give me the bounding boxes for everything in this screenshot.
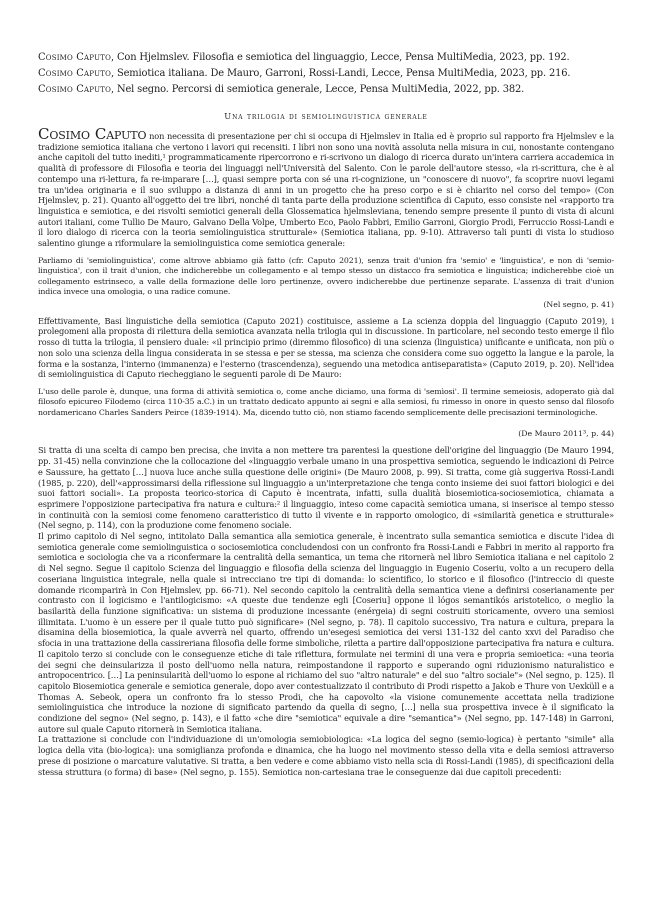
paragraph: Il primo capitolo di Nel segno, intitolato Dalla semantica alla semiotica generale, è incentrato sulla semantica semiotica e discute l'idea di semiotica generale come semiolinguistica o sociosemiotica concludendosi con un confronto fra Rossi-Landi e Fabbri in merito al rapporto fra semiotica e sociologia che va a riconfermare la centralità della semantica, un tema che ritornerà nel libro Semiotica italiana e nel capitolo 2 di Nel segno. Segue il capitolo Scienza del linguaggio e filosofia della scienza del linguaggio in Eugenio Coseriu, volto a un recupero della coseriana linguistica integrale, nella quale si intrecciano tre tipi di domanda: lo scientifico, lo storico e il filosofico (l'intreccio di queste domande ricomparirà in Con Hjelmslev, pp. 66-71). Nel secondo capitolo la centralità della semantica viene a definirsi coserianamente per contrasto con il logicismo e l'antilogicismo: «A queste due tendenze egli [Coseriu] oppone il lógos semantikós aristotelico, o meglio la basilarità della funzione significativa: un sistema di produzione incessante (enérgeia) di segni costruiti storicamente, ovvero una semiosi illimitata. L'uomo è un essere per il quale tutto può significare» (Nel segno, p. 78). Il capitolo successivo, Tra natura e cultura, prepara la disamina della biosemiotica, la quale avverrà nel quarto, offrendo un'esegesi semiotica dei versi 131-132 del canto xxvi del Paradiso che sfocia in una trattazione della cassireriana filosofia delle forme simboliche, riletta a partire dall'opposizione partecipativa fra natura e cultura. Il capitolo terzo si conclude con le conseguenze etiche di tale riflettura, formulate nei termini di una vera e propria semioetica: «una teoria dei segni che deinsularizza il posto dell'uomo nella natura, reimpostandone il rapporto e superando ogni riduzionismo naturalistico e antropocentrico. […] La peninsularità dell'uomo lo espone al richiamo del suo "altro naturale" e del suo "altro sociale"» (Nel segno, p. 125). Il capitolo Biosemiotica generale e semiotica generale, dopo aver contestualizzato il contributo di Prodi rispetto a Jakob e Thure von Uexküll e a Thomas A. Sebeok, opera un confronto fra lo stesso Prodi, che ha capovolto «la visione comunemente accettata nella tradizione semiolinguistica che introduce la nozione di significato partendo da quella di segno, […] nella sua prospettiva invece è il significato la condizione del segno» (Nel segno, p. 143), e il fatto «che dire "semiotica" equivale a dire "semantica"» (Nel segno, pp. 147-148) in Garroni, autore sul quale Caputo ritornerà in Semiotica italiana.	[38, 531, 614, 734]
reference-details: , Nel segno. Percorsi di semiotica generale, Lecce, Pensa MultiMedia, 2022, pp. 382.	[111, 84, 525, 95]
reference-details: , Con Hjelmslev. Filosofia e semiotica del linguaggio, Lecce, Pensa MultiMedia, 2023, pp. 192.	[111, 52, 570, 63]
reference-entry	[38, 82, 614, 98]
reference-author: Cosimo Caputo	[38, 52, 112, 63]
review-page	[38, 50, 614, 777]
paragraph-intro-text: non necessita di presentazione per chi si occupa di Hjelmslev in Italia ed è proprio sul rapporto fra Hjelmslev e la tradizione semiotica italiana che vertono i lavori qui recensiti. I libri non sono una novità assoluta nella misura in cui, nonostante contengano anche capitoli del tutto inediti,¹ programmaticamente ripercorrono e ri-scrivono un dialogo di ricerca durato un'intera carriera accademica in qualità di professore di Filosofia e teoria dei linguaggi nell'Università del Salento. Con le parole dell'autore stesso, «la ri-scrittura, che è al contempo una ri-lettura, fa re-imparare […], quasi sempre porta con sé una ri-cognizione, un "conoscere di nuovo", fa scoprire nuovi legami tra un'idea originaria e il suo sviluppo a distanza di anni in un progetto che ha preso corpo e si è chiarito nel corso del tempo» (Con Hjelmslev, p. 21). Quanto all'oggetto dei tre libri, nonché di tanta parte della produzione scientifica di Caputo, esso consiste nel «rapporto tra linguistica e semiotica, e dei risvolti semiotici generali della Glossematica hjelmsleviana, tenendo sempre presente il punto di vista di alcuni autori italiani, come Tullio De Mauro, Galvano Della Volpe, Umberto Eco, Paolo Fabbri, Emilio Garroni, Giorgio Prodi, Ferruccio Rossi-Landi e il loro dialogo di ricerca con la teoria semiolinguistica strutturale» (Semiotica italiana, pp. 9-10). Attraverso tali punti di vista lo studioso salentino giunge a riformulare la semiolinguistica come semiotica generale:	[38, 131, 614, 249]
paragraph-intro	[38, 125, 614, 249]
block-quote: L'uso delle parole è, dunque, una forma di attività semiotica o, come anche diciamo, una forma di 'semìosi'. Il termine semeiosis, adoperato già dal filosofo epicureo Filodemo (circa 110-35 a.C.) in un trattato dedicato appunto ai segni e alla semiosi, fu rimesso in onore in questo senso dal filosofo nordamericano Charles Sanders Peirce (1839-1914). Ma, dicendo tutto ciò, non stiamo facendo semplicemente delle precisazioni terminologiche.	[38, 386, 614, 417]
reference-author: Cosimo Caputo	[38, 68, 112, 79]
section-title: Una trilogia di semiolinguistica generale	[224, 111, 428, 121]
reference-entry	[38, 66, 614, 82]
block-quote: Parliamo di 'semiolinguistica', come altrove abbiamo già fatto (cfr. Caputo 2021), senza trait d'union fra 'semio' e 'linguistica', e non di 'semio-linguistica', con il trait d'union, che indicherebbe un collegamento e al tempo stesso un distacco fra semiotica e linguistica; indicherebbe cioè un collegamento estrinseco, a valle della formazione delle loro pertinenze, ovvero indicherebbe due pertinenze separate. L'assenza di trait d'union indica invece una omologia, o una radice comune.	[38, 255, 614, 297]
paragraph: Si tratta di una scelta di campo ben precisa, che invita a non mettere tra parentesi la questione dell'origine del linguaggio (De Mauro 1994, pp. 31-45) nella convinzione che la collocazione del «linguaggio verbale umano in una prospettiva semiotica, seguendo le indicazioni di Peirce e Saussure, ha gettato […] nuova luce anche sulla questione delle origini» (De Mauro 2008, p. 99). Si tratta, come già suggeriva Rossi-Landi (1985, p. 220), dell'«approssimarsi della riflessione sul linguaggio a un'interpretazione che tenga conto insieme dei suoi fattori biologici e dei suoi fattori sociali». La proposta teorico-storica di Caputo è incentrata, infatti, sulla dualità biosemiotica-sociosemiotica, chiamata a esprimere l'opposizione partecipativa fra natura e cultura:² il linguaggio, inteso come capacità semiotica umana, si inserisce al tempo stesso in continuità con la semiosi come fenomeno caratteristico di tutto il vivente e in rapporto omologico, di «similarità genetica e strutturale» (Nel segno, p. 114), con la produzione come fenomeno sociale.	[38, 445, 614, 531]
lead-author: Cosimo Caputo	[38, 125, 147, 143]
paragraph: La trattazione si conclude con l'individuazione di un'omologia semiobiologica: «La logica del segno (semio-logica) è pertanto "simile" alla logica della vita (bio-logica): una somiglianza profonda e dinamica, che ha luogo nel movimento stesso della vita e della semiosi attraverso prese di posizione o marcature valutative. Si tratta, a ben vedere e come abbiamo visto nella scia di Rossi-Landi (1985), di specificazioni della stessa struttura (o forma) di base» (Nel segno, p. 155). Semiotica non-cartesiana trae le conseguenze dai due capitoli precedenti:	[38, 734, 614, 777]
quote-citation: (Nel segno, p. 41)	[543, 299, 614, 309]
reference-list	[38, 50, 614, 98]
paragraph: Effettivamente, Basi linguistiche della semiotica (Caputo 2021) costituisce, assieme a La scienza doppia del linguaggio (Caputo 2019), i prolegomeni alla proposta di rilettura della semiotica avanzata nella trilogia qui in discussione. In particolare, nel secondo testo emerge il filo rosso di tutta la trilogia, il pensiero duale: «il principio primo (diremmo filosofico) di una scienza (linguistica) unificante e unificata, non più o non solo una scienza della lingua considerata in se stessa e per se stessa, ma scienza che considera come suo oggetto la langue e la parole, la forma e la sostanza, l'interno (immanenza) e l'esterno (trascendenza), seguendo una metodica antiseparatista» (Caputo 2019, p. 20). Nell'idea di semiolinguistica di Caputo riecheggiano le seguenti parole di De Mauro:	[38, 315, 614, 380]
quote-citation: (De Mauro 2011³, p. 44)	[518, 429, 614, 439]
reference-entry	[38, 50, 614, 66]
reference-details: , Semiotica italiana. De Mauro, Garroni, Rossi-Landi, Lecce, Pensa MultiMedia, 2023, pp. 216.	[111, 68, 571, 79]
reference-author: Cosimo Caputo	[38, 84, 112, 95]
